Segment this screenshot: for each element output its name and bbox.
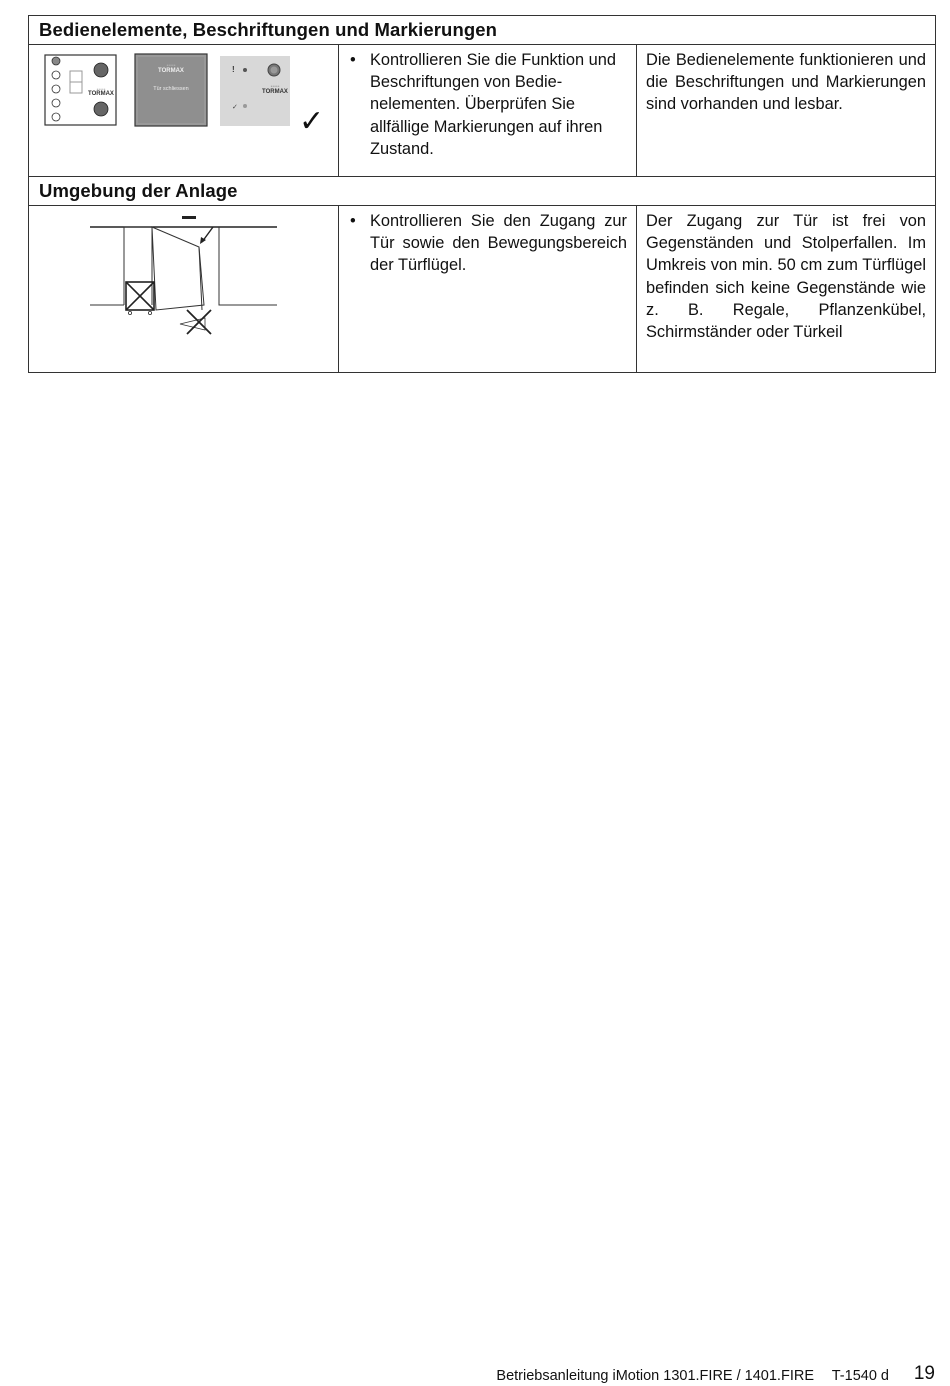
checkmark-icon: ✓ [299, 104, 325, 139]
section-heading-environment: Umgebung der Anlage [29, 177, 936, 206]
fire-control-switch-icon [220, 56, 290, 126]
section-heading-controls: Bedienelemente, Beschriftungen und Markierungen [29, 16, 936, 45]
door-swing-area-diagram-icon [29, 206, 339, 372]
door-close-label: Tür schliessen [153, 86, 189, 92]
footer-document-title: Betriebsanleitung iMotion 1301.FIRE / 1401.FIRE [496, 1368, 814, 1384]
svg-text:!: ! [232, 65, 235, 74]
controls-instruction-text: Kontrollieren Sie die Funktion und Beschriftungen von Bedienelementen. Überprüfen Sie allfällige Markierungen auf ihren Zustand. [370, 51, 617, 158]
footer-document-code: T-1540 d [831, 1368, 889, 1384]
brand-text-1: TORMAX [88, 91, 114, 97]
svg-text:✓: ✓ [232, 103, 238, 111]
page-footer [0, 1363, 950, 1386]
controls-image-cell [29, 45, 339, 177]
environment-instruction-text: Kontrollieren Sie den Zugang zur Tür sowie den Bewegungsbereich der Türflügel. [370, 212, 627, 275]
door-close-button-icon [135, 54, 207, 126]
controls-result-text: Die Bedienelemente funktionieren und die Beschriftungen und Markierungen sind vorhanden und lesbar. [637, 45, 936, 177]
controls-illustration [29, 45, 339, 176]
control-panel-icon [45, 55, 116, 125]
list-item: • Kontrollieren Sie die Funktion und Beschriftungen von Bedienelementen. Überprüfen Sie allfällige Markierungen auf ihren Zustand. [348, 49, 627, 160]
environment-image-cell [29, 206, 339, 373]
svg-text:• • • • •: • • • • • [270, 84, 280, 88]
page-number: 19 [913, 1363, 935, 1384]
svg-text:• • • • •: • • • • • [166, 63, 176, 67]
environment-instructions-cell [339, 206, 637, 373]
controls-instructions-cell [339, 45, 637, 177]
inspection-table [28, 15, 936, 373]
brand-text-2: TORMAX [158, 68, 184, 74]
brand-text-3: TORMAX [262, 89, 288, 95]
list-item: • Kontrollieren Sie den Zugang zur Tür sowie den Bewegungsbereich der Türflügel. [348, 210, 627, 277]
environment-result-text: Der Zugang zur Tür ist frei von Gegenständen und Stolperfallen. Im Umkreis von min. 50 cm zum Türflügel befinden sich keine Gegenstände wie z. B. Regale, Pflanzenkübel, Schirmständer oder Türkeil [637, 206, 936, 373]
svg-text:• • • • •: • • • • • [96, 87, 106, 91]
